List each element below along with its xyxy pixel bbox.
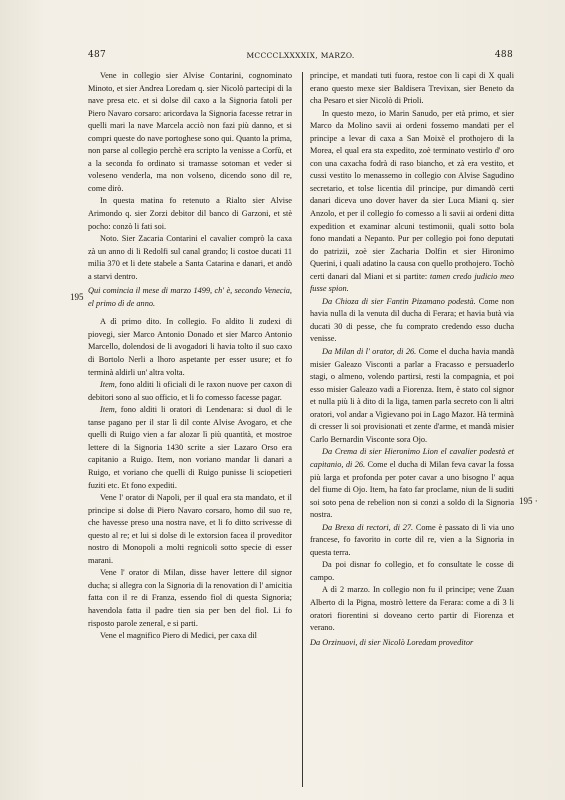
- paragraph-text: In questo mezo, io Marin Sanudo, per età primo, et sier Marco da Molino savii ai ordeni fossemo mandati per el principe a levar di caxa a San Moixè el prothojero di la Morea, el qual era sta expedito, zoè terminato vestirlo d' oro con una caxacha fodrà di raso biancho, et zà era vestito, et cussi vestito lo menassemo in collegio con Alvise Sagudino secretario, et tolse licentia dil principe, pur dimandò certi danari diceva uno dover haver da sier Luca Miani q. sier Anzolo, et per il collegio fo comesso a li savii ai ordeni ditta expedition et examinar alcuni testimonii, quali sotto bola fono mandati a Nepanto. Pur per collegio poi fono deputati do patrizii, zoè sier Zacharia Dolfin et sier Hironimo Querini, i quali adatino la causa con quello prothojero. Tochò certi danari dal Miani et si partite:: [310, 108, 514, 281]
- paragraph-italic: tamen credo judicio meo fusse spion.: [310, 271, 514, 294]
- paragraph-italic: Da Milan di l' orator, di 26.: [322, 347, 417, 357]
- column-divider: [302, 72, 303, 787]
- paragraph-italic: Da Chioza di sier Fantin Pizamano podestà.: [322, 296, 476, 306]
- paragraph: [310, 296, 514, 346]
- paragraph-text: Vene l' orator di Milan, disse haver lettere dil signor ducha; si allegra con la Signoria di la renovation di l' amicitia fatta con il re di Franza, essendo fiol di questa Signoria; havendola fatta il padre tien sia per ben del fiol. Li fo risposto parole zeneral, e si parti.: [88, 568, 293, 628]
- page-number-right: 488: [494, 50, 513, 60]
- paragraph-text: Da poi disnar fo collegio, et fo consultate le cosse di campo.: [310, 560, 514, 582]
- running-title: MCCCCLXXXXIX, MARZO.: [246, 51, 355, 60]
- paragraph-text: Noto. Sier Zacaria Contarini el cavalier comprò la caxa zà un anno di li Redolfi sul canal grando; li costoe ducati 11 milia 370 et li dete stabele a Santa Catarina e danari, et andò a starvi dentro.: [88, 234, 292, 281]
- paragraph: [310, 584, 514, 634]
- right-text-column: [310, 70, 514, 655]
- paragraph: [310, 70, 514, 108]
- page-number-left: 487: [88, 50, 107, 60]
- paragraph: [88, 195, 292, 233]
- paragraph: [310, 637, 514, 650]
- running-header: [88, 50, 513, 64]
- paragraph: [88, 630, 292, 643]
- paragraph-text: Come el ducha di Milan feva cavar la fossa più larga et profonda per poter cavar a uno bisogno l' aqua del fiume di Ojo. Item, ha fato far proclame, niun de li suditi soi soto pena de rebelion non si conzi a soldo di la Signoria nostra.: [310, 459, 514, 520]
- paragraph: [88, 316, 292, 379]
- paragraph: [88, 233, 292, 283]
- paragraph-italic: Da Brexa di rectori, di 27.: [322, 522, 414, 532]
- paragraph: [88, 404, 292, 492]
- paragraph-text: Vene in collegio sier Alvise Contarini, cognominato Minoto, et sier Andrea Loredam q. sier Nicolò partecipi di la nave presa etc. et si dolse dil caxo a la Signoria fatoli per Piero Navaro corsaro: aricordava la Signoria facesse retrar in quelli mari la nave Marcela acciò non fazi più danno, et si compri queste do nave portoghese sono qui. Quanto la prima, non parse al collegio perchè era scripto la venisse a Corfù, et a la seconda fo ordinato si tramasse sotoman et veder si voleseno venderla, ma non volseno, dicendo sono dil re, come dirò.: [88, 71, 292, 193]
- paragraph-italic: Item,: [100, 405, 117, 415]
- paragraph-text: fono alditi li oratori di Lendenara: si duol di le tanse pagano per il star lì dil conte Alvise Avogaro, et che quelli di Ruigo vien a far alozar lì più quantità, et mostroe lettere di la Signoria 1430 scrite a sier Lazaro Orso era capitanio a Ruigo. Item, non voriano mandar li danari a Ruigo, et voriano che quelli di Ruigo punisse li sciopetieri fuziti etc. Et fono expediti.: [88, 405, 292, 490]
- paragraph-italic: Da Crema di sier Hieronimo Lion el cavalier podestà et capitanio, di 26.: [310, 447, 514, 469]
- paragraph-italic: Qui comincia il mese di marzo 1499, ch' è, secondo Venecia, el primo dì de anno.: [88, 286, 292, 308]
- paragraph-text: Vene el magnifico Piero di Medici, per caxa dil: [100, 631, 257, 641]
- paragraph: [310, 108, 514, 296]
- paragraph-italic: Item,: [100, 380, 117, 390]
- paragraph-text: Come è passato di lì via uno francese, fo favorito in corte dil re, vien a la Signoria in questa terra.: [310, 522, 515, 557]
- paragraph: [88, 379, 292, 404]
- left-text-column: [88, 70, 292, 643]
- paragraph: [88, 285, 292, 310]
- paragraph-text: A dì primo dito. In collegio. Fo aldito li zudexi di piovegi, sier Marco Antonio Donado et sier Marco Antonio Marcello, dolendosi de li avogadori li havia tolto il suo caxo di Bortolo Nerli a lhoro aspetante per esser usure; et fo terminà aldirli un' altra volta.: [88, 317, 292, 377]
- paragraph-text: Come non havia nulla di la venuta dil ducha di Ferara; et havia butà via ducati 30 di pesse, che fu comprato credendo esso ducha venisse.: [310, 296, 514, 344]
- margin-number-right: 195 ·: [519, 496, 538, 506]
- paragraph: [310, 346, 514, 446]
- paragraph-text: A dì 2 marzo. In collegio non fu il principe; vene Zuan Alberto di la Pigna, mostrò lettere da Ferara: come a dì 3 li oratori fiorentini si doveano certo partir di Fiorenza et verano.: [310, 585, 514, 633]
- paragraph-text: principe, et mandati tuti fuora, restoe con li capi di X quali erano questo mexe sier Baldisera Trevixan, sier Beneto da cha Pesaro et sier Nicolò di Prioli.: [310, 71, 514, 106]
- paragraph-italic: Da Orzinuovi, di sier Nicolò Loredam proveditor: [310, 637, 474, 647]
- margin-number-left: 195: [70, 292, 84, 302]
- paragraph: [88, 492, 292, 567]
- paragraph: [310, 446, 514, 521]
- paragraph: [310, 522, 514, 560]
- paragraph: [310, 559, 514, 584]
- paragraph: [88, 567, 292, 630]
- paragraph-text: Come el ducha havia mandà misier Galeazo Visconti a parlar a Fracasso e persuaderlo stagi, o almeno, volendo partirsi, resti la compagnia, et poi esso misier Galeazo vadi a Fiorenza. Item, è stato col signor et nulla più li à dito di la liga, tamen parla secreto con li altri oratori, vol andar a Vigievano poi in Lago Mazor. Hà terminà di cresser li soi provisionati et zente d'arme, et mandà misier Carlo Bernardin Visconte sora Ojo.: [310, 347, 514, 444]
- paragraph-text: In questa matina fo retenuto a Rialto sier Alvise Arimondo q. sier Zorzi debitor dil banco di Garzoni, et stè pocho: conzò li fati soi.: [88, 196, 292, 231]
- paragraph: [88, 70, 292, 195]
- paragraph-text: fono alditi li oficiali di le raxon nuove per caxon di debitori sono al suo officio, et li fo comesso facesse pagar.: [88, 380, 292, 402]
- paragraph-text: Vene l' orator di Napoli, per il qual era sta mandato, et il principe si dolse di Piero Navaro corsaro, homo dil suo re, che havesse preso una nostra nave, et li fo ditto scrivesse di questo al re; et lui si dolse di le extorsion facea il proveditor nostro di Monopoli a molti regnicoli sotto specie di esser marani.: [88, 493, 292, 565]
